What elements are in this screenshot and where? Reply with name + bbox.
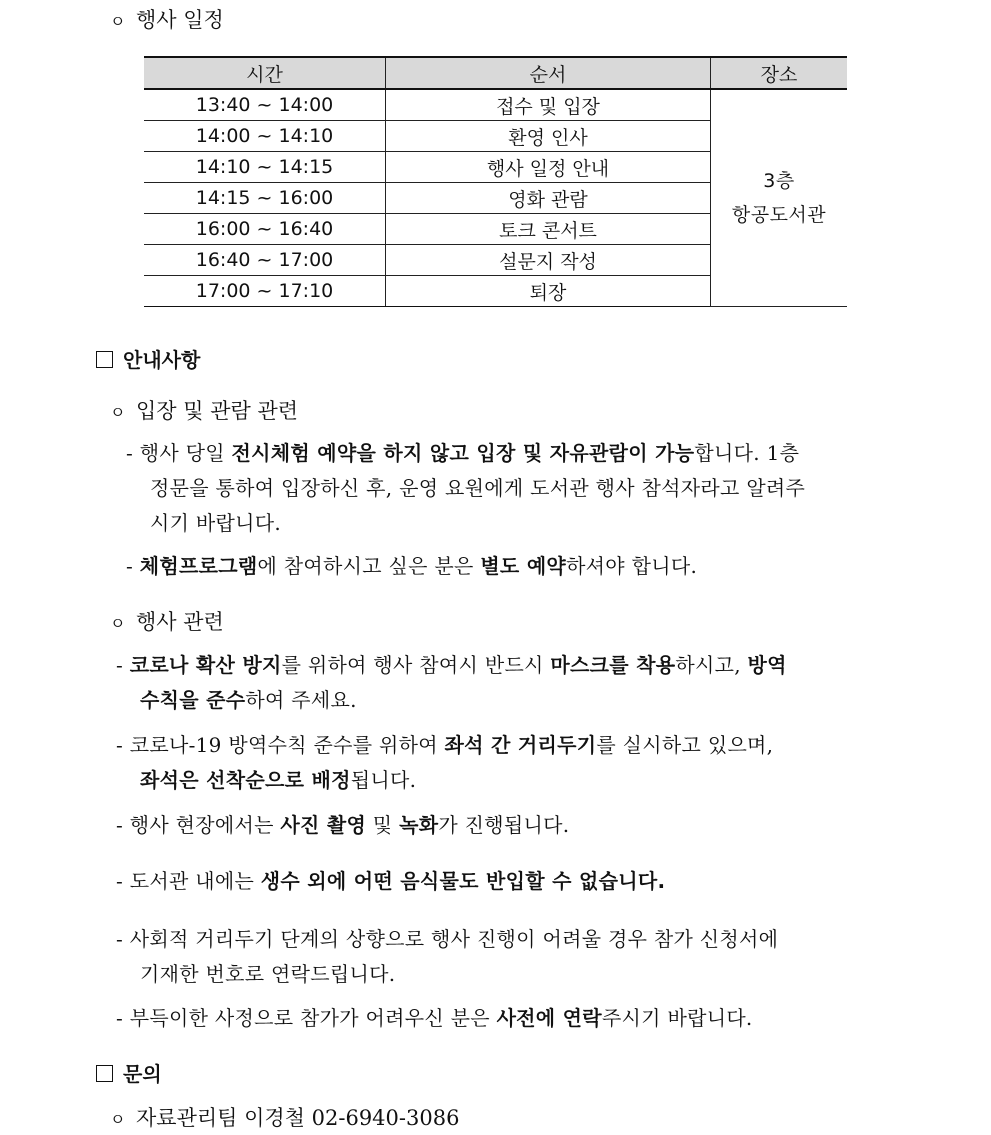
- time-cell: 16:40 ~ 17:00: [144, 245, 386, 276]
- circle-bullet-icon: ㅇ: [110, 1110, 126, 1129]
- order-cell: 설문지 작성: [386, 245, 711, 276]
- time-cell: 14:15 ~ 16:00: [144, 183, 386, 214]
- order-cell: 퇴장: [386, 276, 711, 307]
- entry-item-2: - 체험프로그램에 참여하시고 싶은 분은 별도 예약하셔야 합니다.: [126, 554, 698, 578]
- contact-section-title: 문의: [96, 1058, 162, 1087]
- emphasis-text: 코로나 확산 방지: [129, 653, 282, 677]
- dash-bullet: -: [116, 1006, 124, 1030]
- event-item-1: - 코로나 확산 방지를 위하여 행사 참여시 반드시 마스크를 착용하시고, 방역 수칙을 준수하여 주세요.: [116, 653, 787, 712]
- emphasis-text: 별도 예약: [480, 554, 567, 578]
- place-name: 항공도서관: [731, 204, 827, 226]
- emphasis-text: 전시체험 예약을 하지 않고 입장 및 자유관람이 가능: [231, 441, 695, 465]
- schedule-heading: ㅇ 행사 일정: [110, 8, 224, 32]
- place-cell: [711, 89, 848, 307]
- circle-bullet-icon: ㅇ: [110, 403, 126, 422]
- order-cell: 행사 일정 안내: [386, 152, 711, 183]
- order-cell: 토크 콘서트: [386, 214, 711, 245]
- time-cell: 14:00 ~ 14:10: [144, 121, 386, 152]
- circle-bullet-icon: ㅇ: [110, 12, 126, 31]
- emphasis-text: 수칙을 준수: [140, 688, 246, 712]
- column-header-time: 시간: [144, 57, 386, 89]
- emphasis-text: 체험프로그램: [139, 554, 258, 578]
- dash-bullet: -: [116, 813, 124, 837]
- emphasis-text: 좌석 간 거리두기: [444, 733, 597, 757]
- circle-bullet-icon: ㅇ: [110, 614, 126, 633]
- event-item-2: - 코로나-19 방역수칙 준수를 위하여 좌석 간 거리두기를 실시하고 있으며, 좌석은 선착순으로 배정됩니다.: [116, 733, 774, 792]
- entry-item-1: - 행사 당일 전시체험 예약을 하지 않고 입장 및 자유관람이 가능합니다. 1층 정문을 통하여 입장하신 후, 운영 요원에게 도서관 행사 참석자라고 알려주 시기 바랍니다.: [126, 441, 806, 535]
- checkbox-square-icon: [96, 1065, 113, 1082]
- emphasis-text: 생수 외에 어떤 음식물도 반입할 수 없습니다.: [260, 869, 666, 893]
- emphasis-text: 녹화: [399, 813, 439, 837]
- dash-bullet: -: [126, 554, 134, 578]
- time-cell: 17:00 ~ 17:10: [144, 276, 386, 307]
- event-item-4: - 도서관 내에는 생수 외에 어떤 음식물도 반입할 수 없습니다.: [116, 869, 666, 893]
- table-header-row: [144, 57, 847, 89]
- dash-bullet: -: [116, 653, 124, 677]
- event-item-6: - 부득이한 사정으로 참가가 어려우신 분은 사전에 연락주시기 바랍니다.: [116, 1006, 753, 1030]
- dash-bullet: -: [116, 733, 124, 757]
- emphasis-text: 사진 촬영: [280, 813, 367, 837]
- emphasis-text: 방역: [747, 653, 787, 677]
- contact-line: ㅇ 자료관리팀 이경철 02-6940-3086: [110, 1106, 460, 1130]
- notice-section-title: 안내사항: [96, 344, 200, 373]
- order-cell: 영화 관람: [386, 183, 711, 214]
- time-cell: 16:00 ~ 16:40: [144, 214, 386, 245]
- checkbox-square-icon: [96, 351, 113, 368]
- order-cell: 환영 인사: [386, 121, 711, 152]
- table-row: [144, 89, 847, 121]
- emphasis-text: 사전에 연락: [496, 1006, 602, 1030]
- time-cell: 13:40 ~ 14:00: [144, 89, 386, 121]
- event-heading: ㅇ 행사 관련: [110, 610, 224, 634]
- dash-bullet: -: [126, 441, 134, 465]
- time-cell: 14:10 ~ 14:15: [144, 152, 386, 183]
- emphasis-text: 좌석은 선착순으로 배정: [140, 768, 351, 792]
- column-header-place: 장소: [711, 57, 848, 89]
- schedule-table: [144, 56, 847, 307]
- dash-bullet: -: [116, 869, 124, 893]
- emphasis-text: 마스크를 착용: [550, 653, 676, 677]
- order-cell: 접수 및 입장: [386, 89, 711, 121]
- event-item-3: - 행사 현장에서는 사진 촬영 및 녹화가 진행됩니다.: [116, 813, 570, 837]
- column-header-order: 순서: [386, 57, 711, 89]
- entry-heading: ㅇ 입장 및 관람 관련: [110, 399, 299, 423]
- place-floor: 3층: [763, 170, 795, 192]
- dash-bullet: -: [116, 927, 124, 951]
- event-item-5: - 사회적 거리두기 단계의 상향으로 행사 진행이 어려울 경우 참가 신청서에 기재한 번호로 연락드립니다.: [116, 927, 779, 986]
